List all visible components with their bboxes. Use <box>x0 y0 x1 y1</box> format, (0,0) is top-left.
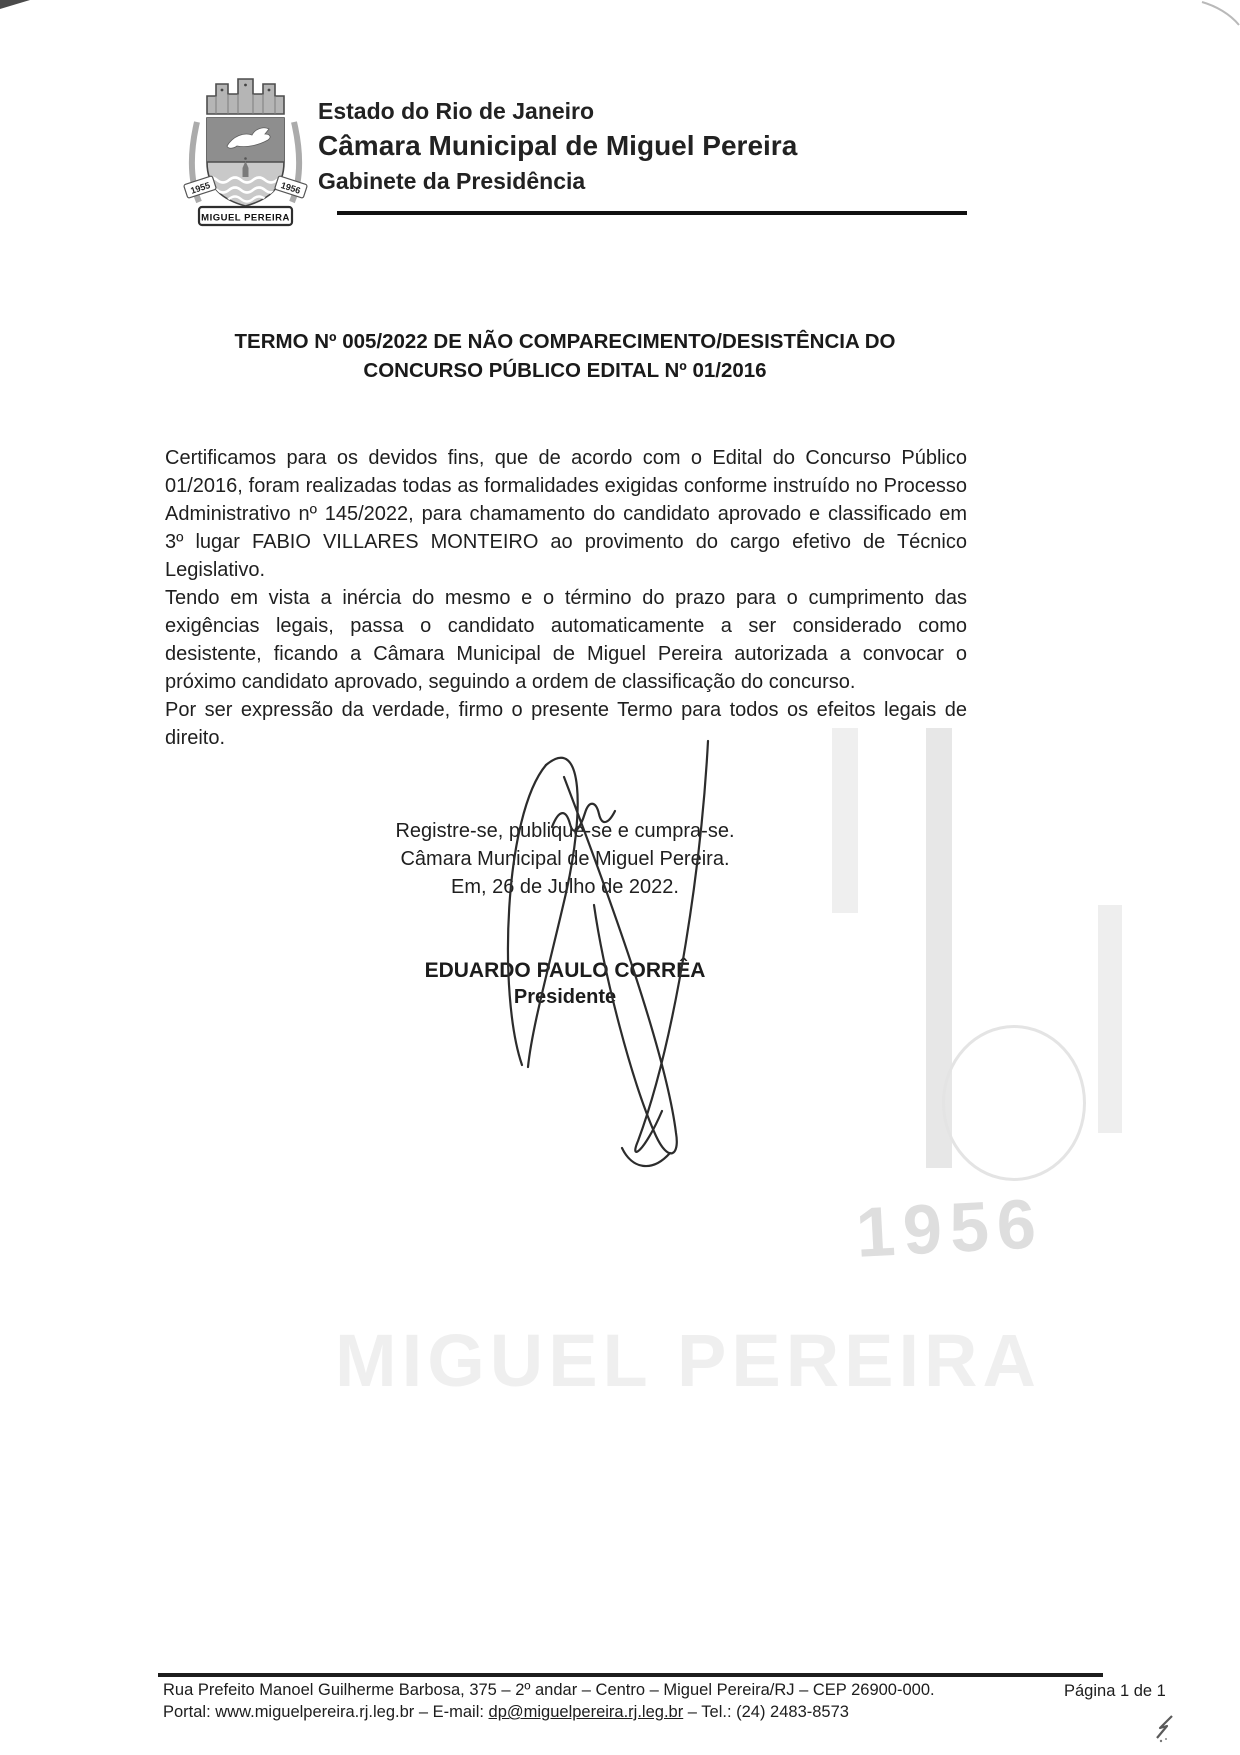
bleedthrough-band <box>832 728 858 913</box>
signer-role: Presidente <box>513 986 617 1008</box>
footer-phone: – Tel.: (24) 2483-8573 <box>683 1703 849 1721</box>
watermark-year: 1956 <box>854 1184 1046 1272</box>
bleedthrough-band <box>1098 905 1122 1133</box>
footer-rule <box>158 1673 1103 1677</box>
signer-block <box>165 959 965 1011</box>
ribbon-right-year: 1956 <box>279 180 302 196</box>
body-paragraph-3: Por ser expressão da verdade, firmo o presente Termo para todos os efeitos legais de direito. <box>165 699 967 749</box>
ribbon-1956 <box>275 176 308 199</box>
letterhead-org: Câmara Municipal de Miguel Pereira <box>318 130 798 161</box>
ribbon-left-year: 1955 <box>189 180 212 196</box>
footer-portal: Portal: www.miguelpereira.rj.leg.br – E-mail: <box>163 1703 489 1721</box>
document-body <box>165 444 967 752</box>
header-rule <box>337 211 967 215</box>
footer-email-link[interactable]: dp@miguelpereira.rj.leg.br <box>488 1703 684 1721</box>
document-title-line2: CONCURSO PÚBLICO EDITAL Nº 01/2016 <box>363 359 767 382</box>
handwritten-signature <box>480 735 780 1175</box>
ribbon-1955 <box>184 176 217 199</box>
body-paragraph-2: Tendo em vista a inércia do mesmo e o término do prazo para o cumprimento das exigências legais, passa o candidato automaticamente a ser considerado como desistente, ficando a Câmara Municipal de Miguel Pereira autorizada a convocar o próximo candidato aprovado, seguindo a ordem de classificação do concurso. <box>165 587 967 693</box>
footer-block <box>163 1679 1013 1723</box>
page-number: Página 1 de 1 <box>1064 1682 1166 1700</box>
closing-line1: Registre-se, publique-se e cumpra-se. <box>395 820 735 842</box>
logo-banner-text: MIGUEL PEREIRA <box>201 212 290 224</box>
footer-contact <box>163 1701 1013 1723</box>
bleedthrough-circle <box>942 1025 1086 1181</box>
pen-mark-icon <box>1152 1714 1182 1746</box>
letterhead-state: Estado do Rio de Janeiro <box>318 98 595 124</box>
letterhead-office: Gabinete da Presidência <box>318 168 586 194</box>
scan-artifact-top-right <box>1196 0 1240 26</box>
signer-name: EDUARDO PAULO CORRÊA <box>424 959 706 982</box>
document-title <box>165 327 965 385</box>
shield <box>205 118 289 206</box>
coat-of-arms-logo <box>183 70 308 228</box>
document-title-line1: TERMO Nº 005/2022 DE NÃO COMPARECIMENTO/DESISTÊNCIA DO <box>234 330 896 353</box>
logo-banner <box>199 207 292 225</box>
letterhead <box>318 98 797 195</box>
body-paragraph-1: Certificamos para os devidos fins, que de acordo com o Edital do Concurso Público 01/2016, foram realizadas todas as formalidades exigidas conforme instruído no Processo Administrativo nº 145/2022, para chamamento do candidato aprovado e classificado em 3º lugar FABIO VILLARES MONTEIRO ao provimento do cargo efetivo de Técnico Legislativo. <box>165 447 967 581</box>
footer-address: Rua Prefeito Manoel Guilherme Barbosa, 375 – 2º andar – Centro – Miguel Pereira/RJ – CEP 26900-000. <box>163 1681 935 1699</box>
watermark-city: MIGUEL PEREIRA <box>335 1319 1041 1402</box>
closing-line3: Em, 26 de Julho de 2022. <box>451 876 679 898</box>
mural-crown <box>207 79 284 114</box>
closing-line2: Câmara Municipal de Miguel Pereira. <box>400 848 730 870</box>
scan-artifact-top-left <box>0 0 40 16</box>
